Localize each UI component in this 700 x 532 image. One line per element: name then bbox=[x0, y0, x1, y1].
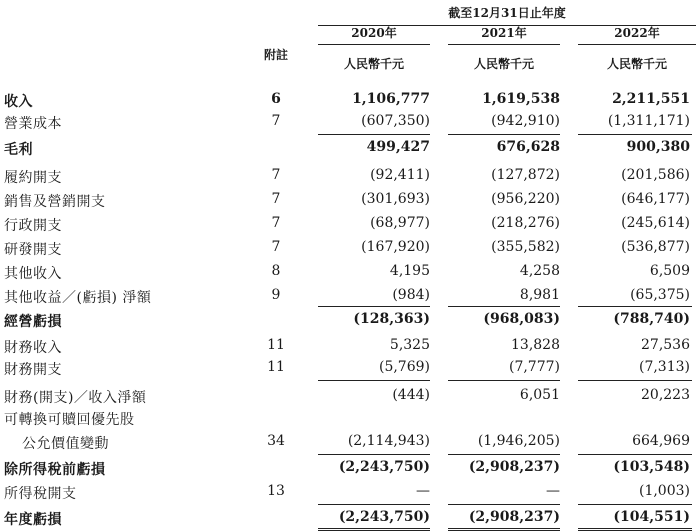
subtotal-rule bbox=[578, 380, 692, 381]
value-2020: (2,243,750) bbox=[338, 459, 430, 475]
row-other-income bbox=[0, 260, 700, 284]
value-2022: 900,380 bbox=[626, 139, 690, 155]
row-fulfilment-expenses bbox=[0, 164, 700, 188]
value-2021: (2,908,237) bbox=[468, 509, 560, 525]
value-2021: (956,220) bbox=[491, 191, 560, 207]
row-note: 9 bbox=[271, 287, 281, 303]
value-2020: 5,325 bbox=[389, 337, 430, 353]
value-2021: (2,908,237) bbox=[468, 459, 560, 475]
subtotal-rule bbox=[318, 380, 430, 381]
value-2022: (7,313) bbox=[638, 359, 690, 375]
column-year: 2020年 bbox=[318, 24, 430, 45]
value-2022: (245,614) bbox=[621, 215, 690, 231]
value-2020: (607,350) bbox=[361, 113, 430, 129]
value-2022: (104,551) bbox=[613, 509, 690, 525]
column-unit: 人民幣千元 bbox=[343, 57, 404, 71]
value-2020: (301,693) bbox=[361, 191, 430, 207]
row-selling-marketing-expenses bbox=[0, 188, 700, 212]
total-double-rule bbox=[318, 528, 430, 531]
value-2021: 676,628 bbox=[496, 139, 560, 155]
row-preferred-shares bbox=[0, 406, 700, 430]
row-label: 毛利 bbox=[4, 142, 33, 158]
row-label: 年度虧損 bbox=[4, 512, 62, 528]
value-2020: (128,363) bbox=[353, 311, 430, 327]
value-2020: — bbox=[416, 483, 430, 499]
value-2022: (536,877) bbox=[621, 239, 690, 255]
value-2021: 1,619,538 bbox=[482, 91, 560, 107]
value-2021: 4,258 bbox=[519, 263, 560, 279]
value-2020: (68,977) bbox=[370, 215, 430, 231]
value-2020: (167,920) bbox=[361, 239, 430, 255]
value-2020: (5,769) bbox=[378, 359, 430, 375]
value-2021: — bbox=[546, 483, 560, 499]
subtotal-rule bbox=[448, 504, 560, 505]
row-label: 所得稅開支 bbox=[4, 486, 77, 502]
note-column-header: 附註 bbox=[263, 48, 288, 62]
subtotal-rule bbox=[448, 134, 560, 135]
row-note: 11 bbox=[267, 359, 285, 375]
subtotal-rule bbox=[448, 380, 560, 381]
value-2021: (218,276) bbox=[491, 215, 560, 231]
subtotal-rule bbox=[448, 306, 560, 307]
row-label: 可轉換可贖回優先股 bbox=[4, 412, 135, 428]
row-label: 研發開支 bbox=[4, 242, 62, 258]
row-note: 7 bbox=[271, 167, 281, 183]
value-2020: (984) bbox=[392, 287, 430, 303]
value-2021: (355,582) bbox=[491, 239, 560, 255]
value-2022: (1,003) bbox=[638, 483, 690, 499]
value-2022: (201,586) bbox=[621, 167, 690, 183]
column-header-2022 bbox=[578, 24, 696, 72]
row-note: 6 bbox=[271, 91, 281, 107]
row-operating-loss bbox=[0, 308, 700, 332]
total-double-rule bbox=[578, 528, 692, 531]
row-income-tax bbox=[0, 480, 700, 504]
row-admin-expenses bbox=[0, 212, 700, 236]
row-other-gains-losses bbox=[0, 284, 700, 308]
value-2021: 8,981 bbox=[519, 287, 560, 303]
subtotal-rule bbox=[318, 504, 430, 505]
row-label: 履約開支 bbox=[4, 170, 62, 186]
column-header-2021 bbox=[448, 24, 560, 72]
row-gross-profit bbox=[0, 136, 700, 160]
value-2021: (1,946,205) bbox=[477, 433, 560, 449]
total-double-rule bbox=[448, 528, 560, 531]
value-2021: (127,872) bbox=[491, 167, 560, 183]
value-2022: 27,536 bbox=[641, 337, 690, 353]
value-2020: (92,411) bbox=[370, 167, 430, 183]
row-label: 行政開支 bbox=[4, 218, 62, 234]
value-2022: 2,211,551 bbox=[612, 91, 690, 107]
row-label: 收入 bbox=[4, 94, 33, 110]
value-2021: (7,777) bbox=[508, 359, 560, 375]
row-label: 其他收益／(虧損) 淨額 bbox=[4, 290, 152, 306]
value-2022: 664,969 bbox=[632, 433, 690, 449]
row-note: 7 bbox=[271, 239, 281, 255]
column-unit: 人民幣千元 bbox=[606, 57, 667, 71]
row-label: 財務收入 bbox=[4, 340, 62, 356]
column-header-2020 bbox=[318, 24, 430, 72]
subtotal-rule bbox=[578, 306, 692, 307]
row-finance-expenses bbox=[0, 356, 700, 380]
value-2021: 13,828 bbox=[511, 337, 560, 353]
row-note: 7 bbox=[271, 113, 281, 129]
value-2020: (444) bbox=[392, 387, 430, 403]
subtotal-rule bbox=[318, 454, 430, 455]
row-note: 8 bbox=[271, 263, 281, 279]
period-header: 截至12月31日止年度 bbox=[318, 4, 696, 26]
value-2020: 499,427 bbox=[366, 139, 430, 155]
row-finance-income bbox=[0, 334, 700, 358]
value-2022: 6,509 bbox=[649, 263, 690, 279]
row-label: 公允價值變動 bbox=[22, 436, 109, 452]
value-2022: 20,223 bbox=[641, 387, 690, 403]
column-year: 2021年 bbox=[448, 24, 560, 45]
value-2022: (646,177) bbox=[621, 191, 690, 207]
row-loss-for-year bbox=[0, 506, 700, 530]
value-2021: (942,910) bbox=[491, 113, 560, 129]
row-note: 7 bbox=[271, 215, 281, 231]
value-2020: (2,114,943) bbox=[347, 433, 430, 449]
subtotal-rule bbox=[318, 306, 430, 307]
row-label: 經營虧損 bbox=[4, 314, 62, 330]
row-rd-expenses bbox=[0, 236, 700, 260]
row-label: 銷售及營銷開支 bbox=[4, 194, 106, 210]
column-unit: 人民幣千元 bbox=[473, 57, 534, 71]
row-revenue bbox=[0, 88, 700, 112]
row-note: 11 bbox=[267, 337, 285, 353]
row-fair-value-change bbox=[0, 430, 700, 454]
value-2022: (788,740) bbox=[613, 311, 690, 327]
row-label: 財務(開支)／收入淨額 bbox=[4, 390, 147, 406]
column-year: 2022年 bbox=[578, 24, 696, 45]
subtotal-rule bbox=[578, 454, 692, 455]
subtotal-rule bbox=[578, 504, 692, 505]
value-2020: 4,195 bbox=[389, 263, 430, 279]
value-2022: (1,311,171) bbox=[607, 113, 690, 129]
row-net-finance bbox=[0, 384, 700, 408]
row-cost-of-sales bbox=[0, 110, 700, 134]
row-label: 營業成本 bbox=[4, 116, 62, 132]
row-loss-before-tax bbox=[0, 456, 700, 480]
value-2020: (2,243,750) bbox=[338, 509, 430, 525]
value-2021: (968,083) bbox=[483, 311, 560, 327]
row-note: 13 bbox=[267, 483, 285, 499]
row-label: 財務開支 bbox=[4, 362, 62, 378]
subtotal-rule bbox=[448, 454, 560, 455]
row-label: 除所得稅前虧損 bbox=[4, 462, 106, 478]
row-note: 7 bbox=[271, 191, 281, 207]
row-note: 34 bbox=[267, 433, 285, 449]
subtotal-rule bbox=[578, 134, 692, 135]
value-2021: 6,051 bbox=[519, 387, 560, 403]
subtotal-rule bbox=[318, 134, 430, 135]
value-2022: (65,375) bbox=[630, 287, 690, 303]
value-2022: (103,548) bbox=[613, 459, 690, 475]
row-label: 其他收入 bbox=[4, 266, 62, 282]
value-2020: 1,106,777 bbox=[352, 91, 430, 107]
